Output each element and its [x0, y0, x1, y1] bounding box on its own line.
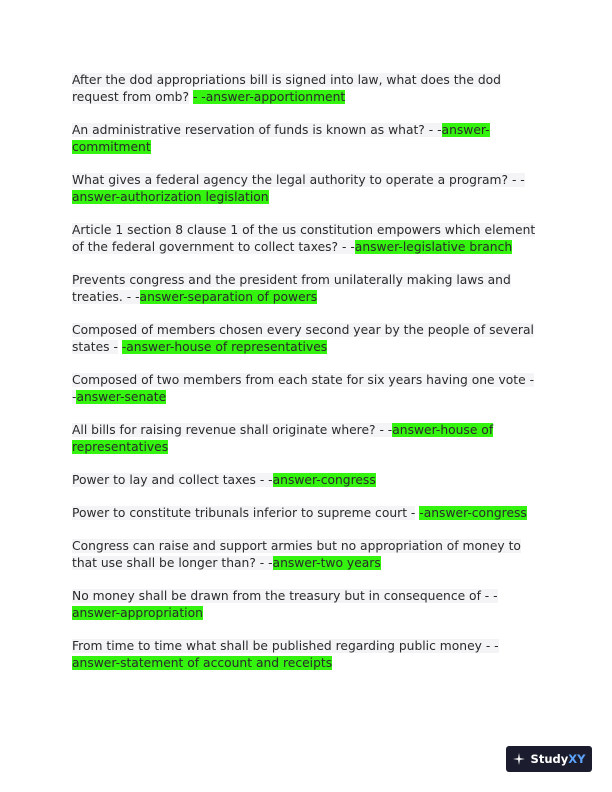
- qa-document: [72, 72, 542, 688]
- question-text: All bills for raising revenue shall originate where? - -: [72, 423, 393, 437]
- answer-highlight: answer-senate: [76, 390, 167, 404]
- question-text: An administrative reservation of funds is known as what? - -: [72, 123, 442, 137]
- qa-item: [72, 272, 542, 306]
- plus-sparkle-icon: [513, 753, 525, 765]
- answer-highlight: answer-separation of powers: [139, 290, 318, 304]
- qa-item: [72, 505, 542, 522]
- answer-highlight: answer-house of representatives: [72, 423, 494, 454]
- qa-item: [72, 372, 542, 406]
- answer-highlight: answer-legislative branch: [354, 240, 513, 254]
- question-text: Article 1 section 8 clause 1 of the us constitution empowers which element of the federal government to collect taxes? - -: [72, 223, 536, 254]
- studyxy-badge[interactable]: [506, 746, 592, 772]
- qa-item: [72, 472, 542, 489]
- answer-highlight: -answer-congress: [419, 506, 527, 520]
- answer-highlight: answer-commitment: [72, 123, 490, 154]
- answer-highlight: answer-statement of account and receipts: [72, 656, 333, 670]
- answer-highlight: answer-congress: [272, 473, 376, 487]
- question-text: What gives a federal agency the legal authority to operate a program? - -: [72, 173, 525, 187]
- qa-item: [72, 172, 542, 206]
- qa-item: [72, 538, 542, 572]
- qa-item: [72, 422, 542, 456]
- qa-item: [72, 638, 542, 672]
- answer-highlight: answer-appropriation: [72, 606, 203, 620]
- question-text: Congress can raise and support armies but no appropriation of money to that use shall be longer than? - -: [72, 539, 521, 570]
- question-text: Prevents congress and the president from unilaterally making laws and treaties. - -: [72, 273, 511, 304]
- question-text: Power to constitute tribunals inferior to supreme court -: [72, 506, 416, 520]
- brand-name: [531, 752, 586, 766]
- answer-highlight: - -answer-apportionment: [192, 90, 346, 104]
- brand-name-part1: Study: [530, 752, 569, 766]
- qa-item: [72, 222, 542, 256]
- question-text: From time to time what shall be published regarding public money - -: [72, 639, 499, 653]
- answer-highlight: answer-authorization legislation: [72, 190, 269, 204]
- qa-item: [72, 122, 542, 156]
- question-text: After the dod appropriations bill is signed into law, what does the dod request from omb?: [72, 73, 501, 104]
- answer-highlight: answer-two years: [272, 556, 381, 570]
- question-text: Composed of two members from each state for six years having one vote - -: [72, 373, 535, 404]
- question-text: Composed of members chosen every second year by the people of several states -: [72, 323, 534, 354]
- brand-name-part2: XY: [568, 752, 586, 766]
- qa-item: [72, 322, 542, 356]
- qa-item: [72, 72, 542, 106]
- question-text: Power to lay and collect taxes - -: [72, 473, 273, 487]
- answer-highlight: -answer-house of representatives: [121, 340, 328, 354]
- question-text: No money shall be drawn from the treasury but in consequence of - -: [72, 589, 498, 603]
- qa-item: [72, 588, 542, 622]
